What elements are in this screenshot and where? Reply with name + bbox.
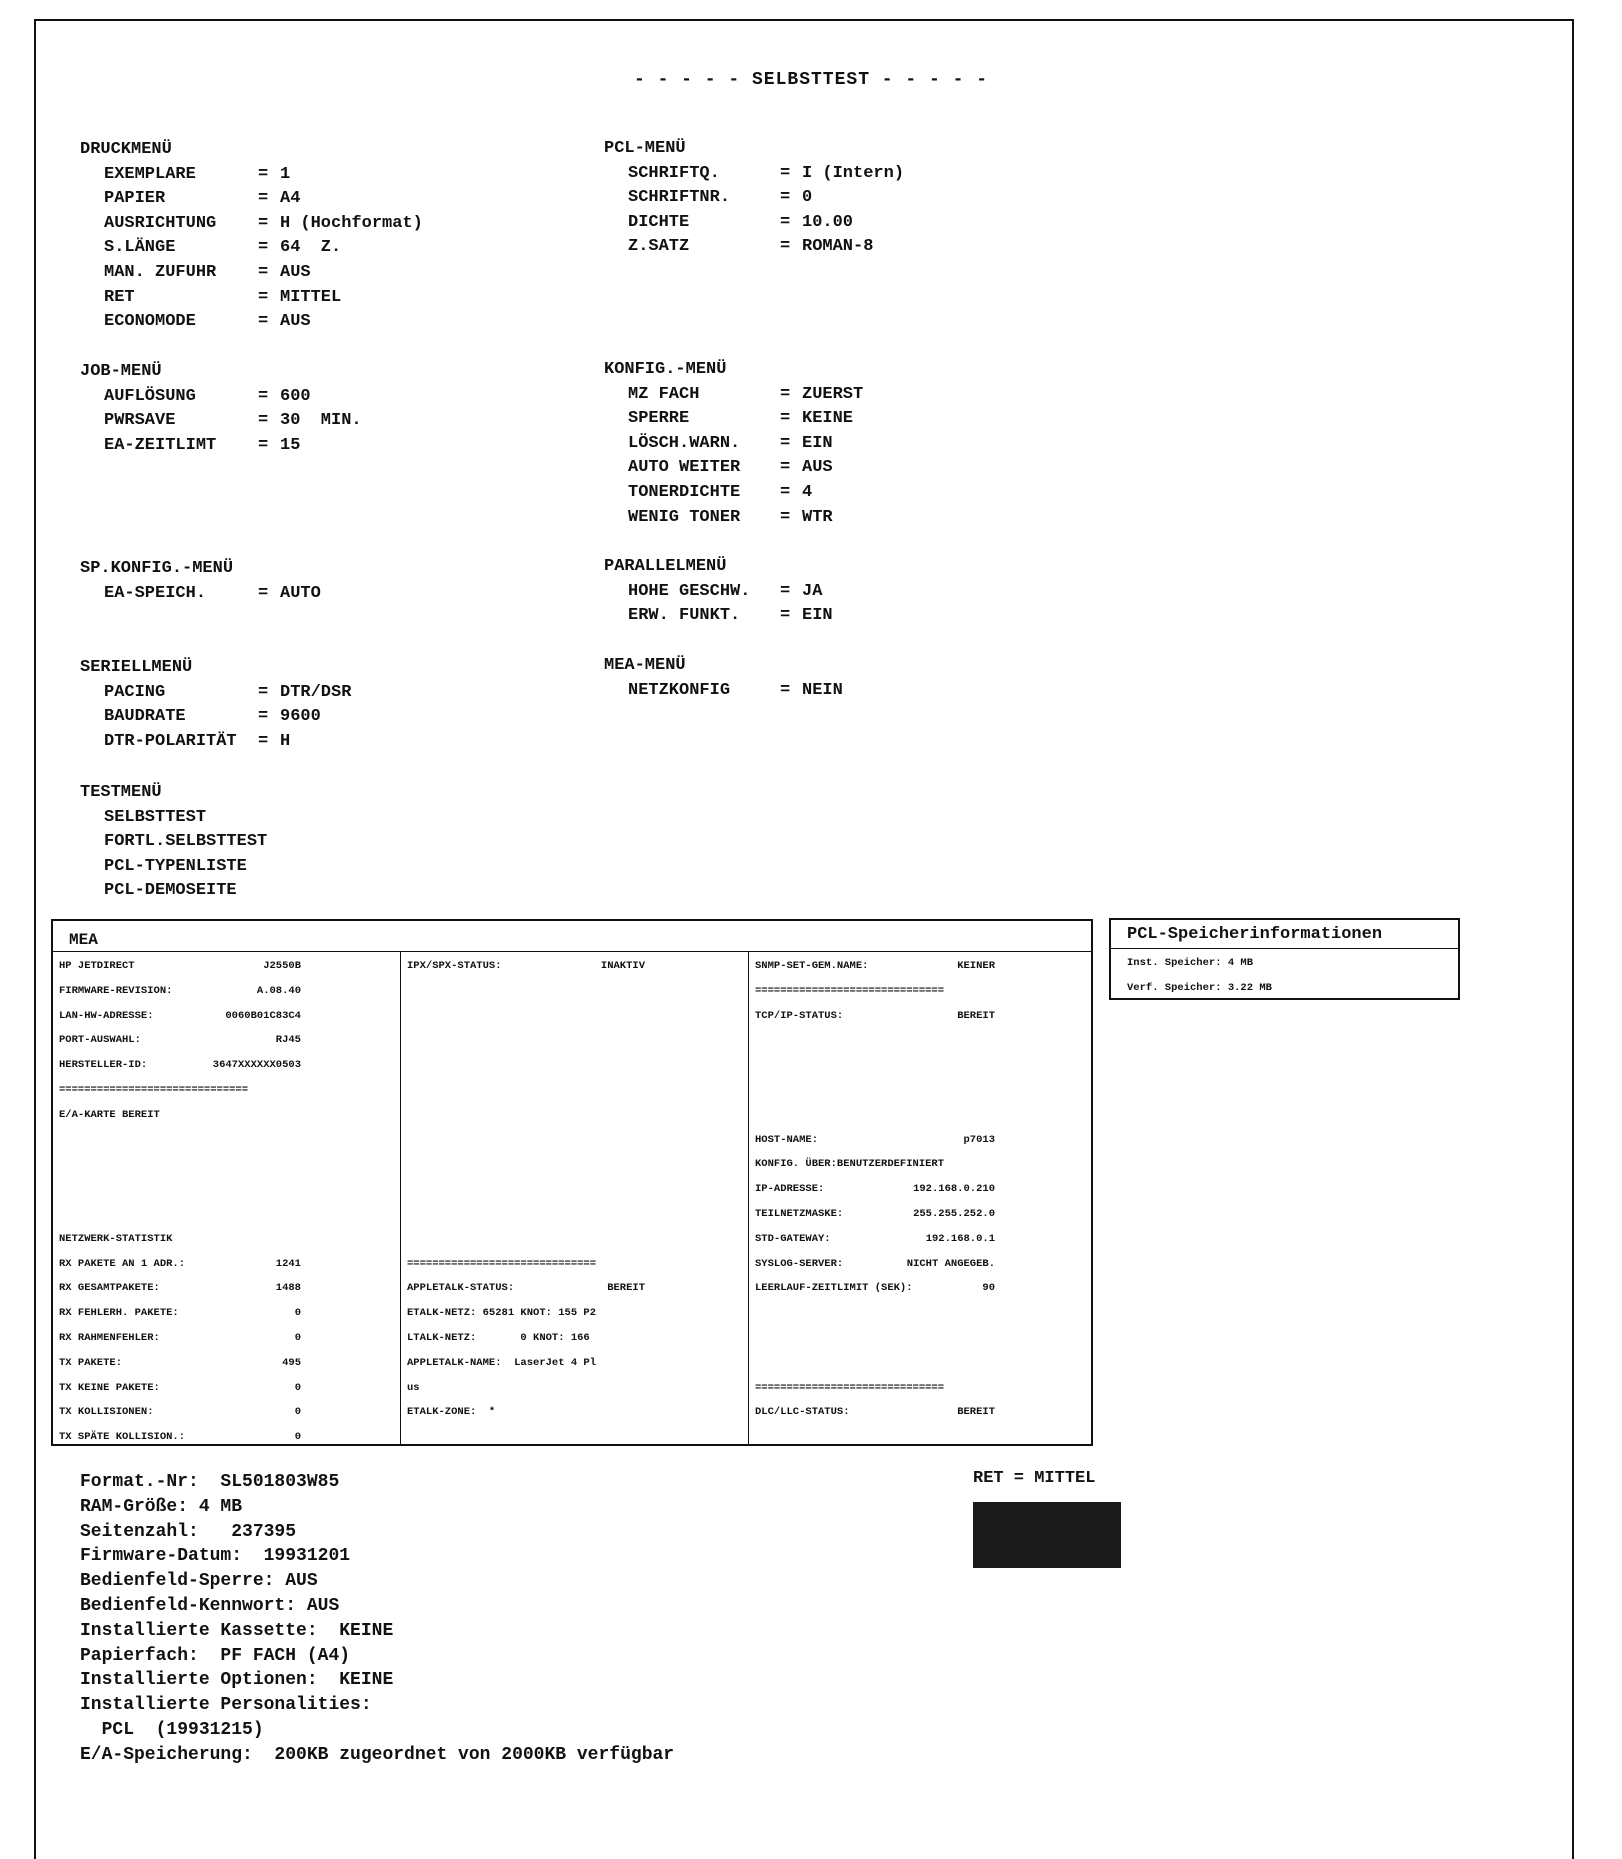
section-heading: PARALLELMENÜ: [604, 557, 727, 576]
mea-value: BEREIT: [957, 1406, 995, 1419]
mea-row: [407, 1306, 645, 1320]
setting-key: DICHTE: [628, 212, 690, 232]
setting-row: [604, 383, 1164, 408]
mea-key: KONFIG. ÜBER:BENUTZERDEFINIERT: [755, 1158, 945, 1171]
mea-value: KEINER: [957, 960, 995, 972]
mea-key: PORT-AUSWAHL:: [59, 1034, 141, 1047]
mea-key: TX PAKETE:: [59, 1356, 123, 1369]
equals-sign: =: [780, 433, 791, 453]
pcl-verf-speicher: Verf. Speicher: 3.22 MB: [1127, 982, 1272, 994]
mea-row: [59, 1381, 301, 1395]
mea-separator: [59, 1083, 301, 1097]
setting-value: I (Intern): [802, 163, 905, 183]
info-line: Bedienfeld-Kennwort: AUS: [80, 1595, 340, 1616]
equals-sign: =: [780, 212, 791, 232]
equals-sign: =: [258, 411, 269, 431]
equals-sign: =: [780, 409, 791, 429]
setting-key: EA-ZEITLIMT: [104, 435, 217, 455]
setting-key: BAUDRATE: [104, 707, 186, 727]
section-druckmenu: [80, 138, 600, 335]
mea-value: INAKTIV: [600, 960, 645, 972]
setting-value: EIN: [802, 606, 833, 626]
setting-key: EXEMPLARE: [104, 164, 196, 184]
mea-subheading: [59, 1232, 301, 1246]
setting-value: ROMAN-8: [802, 237, 874, 257]
mea-value: 0: [294, 1381, 301, 1394]
mea-value: J2550B: [263, 960, 301, 972]
setting-value: 9600: [280, 707, 321, 727]
setting-key: ECONOMODE: [104, 312, 196, 332]
setting-value: AUS: [280, 312, 311, 332]
mea-row: [59, 1356, 301, 1370]
mea-separator: [755, 1381, 995, 1395]
info-line: Firmware-Datum: 19931201: [80, 1546, 351, 1567]
test-item: PCL-DEMOSEITE: [104, 881, 237, 901]
mea-value: BEREIT: [607, 1282, 645, 1295]
setting-value: DTR/DSR: [280, 682, 352, 702]
setting-row: [604, 186, 1164, 211]
equals-sign: =: [258, 189, 269, 209]
mea-row: [755, 1232, 995, 1246]
mea-key: ETALK-NETZ: 65281 KNOT: 155 P2: [407, 1307, 597, 1320]
mea-key: ==============================: [407, 1257, 597, 1270]
setting-value: NEIN: [802, 680, 843, 700]
setting-value: H (Hochformat): [280, 213, 423, 233]
mea-row: [755, 1182, 995, 1196]
mea-row: [755, 1281, 995, 1295]
mea-column-tcpip: [748, 951, 1092, 1444]
mea-row: [407, 959, 645, 973]
mea-key: HERSTELLER-ID:: [59, 1059, 148, 1072]
pcl-info-rule: [1111, 948, 1458, 949]
section-heading: TESTMENÜ: [80, 783, 162, 802]
mea-key: LAN-HW-ADRESSE:: [59, 1009, 154, 1022]
setting-value: 4: [802, 482, 813, 502]
mea-row: [755, 1405, 995, 1419]
mea-key: ==============================: [755, 1381, 945, 1394]
section-heading: SERIELLMENÜ: [80, 658, 193, 677]
mea-key: STD-GATEWAY:: [755, 1232, 831, 1245]
setting-key: AUTO WEITER: [628, 458, 741, 478]
setting-row: [80, 730, 600, 755]
ret-label: RET = MITTEL: [973, 1469, 1096, 1488]
equals-sign: =: [258, 312, 269, 332]
setting-key: PWRSAVE: [104, 411, 176, 431]
mea-value: 3647XXXXXX0503: [212, 1059, 301, 1072]
pcl-info-box: [1109, 918, 1460, 1000]
mea-row: [755, 1257, 995, 1271]
equals-sign: =: [780, 237, 791, 257]
setting-row: [604, 432, 1164, 457]
section-heading: SP.KONFIG.-MENÜ: [80, 559, 234, 578]
equals-sign: =: [780, 188, 791, 208]
mea-value: 495: [282, 1356, 301, 1369]
mea-key: LEERLAUF-ZEITLIMIT (SEK):: [755, 1282, 913, 1295]
setting-row: [604, 604, 1164, 629]
section-pclmenu: [604, 137, 1164, 260]
setting-key: NETZKONFIG: [628, 680, 731, 700]
info-line: Papierfach: PF FACH (A4): [80, 1645, 351, 1666]
setting-row: [80, 212, 600, 237]
setting-value: AUTO: [280, 583, 321, 603]
equals-sign: =: [780, 581, 791, 601]
setting-key: LÖSCH.WARN.: [628, 433, 741, 453]
info-line: E/A-Speicherung: 200KB zugeordnet von 2000KB verfügbar: [80, 1744, 675, 1765]
mea-value: 0: [294, 1307, 301, 1320]
setting-row: [604, 580, 1164, 605]
equals-sign: =: [258, 707, 269, 727]
test-item: SELBSTTEST: [104, 807, 207, 827]
mea-separator: [407, 1257, 645, 1271]
section-seriell: [80, 656, 600, 754]
setting-key: ERW. FUNKT.: [628, 606, 741, 626]
equals-sign: =: [780, 482, 791, 502]
setting-value: 600: [280, 386, 311, 406]
mea-status: [59, 1108, 301, 1122]
mea-row: [59, 1405, 301, 1419]
equals-sign: =: [258, 731, 269, 751]
mea-row: [59, 1306, 301, 1320]
equals-sign: =: [258, 238, 269, 258]
mea-row: [59, 1009, 301, 1023]
mea-row: [59, 1430, 301, 1444]
setting-row: [604, 162, 1164, 187]
mea-key: TX SPÄTE KOLLISION.:: [59, 1431, 186, 1444]
mea-row: [755, 1133, 995, 1147]
setting-row: [80, 409, 600, 434]
setting-key: AUFLÖSUNG: [104, 386, 196, 406]
mea-value: RJ45: [275, 1034, 301, 1047]
equals-sign: =: [258, 435, 269, 455]
section-meamenu: [604, 654, 1164, 703]
equals-sign: =: [258, 386, 269, 406]
info-line: Installierte Kassette: KEINE: [80, 1620, 394, 1641]
mea-key: NETZWERK-STATISTIK: [59, 1232, 173, 1245]
equals-sign: =: [780, 458, 791, 478]
setting-key: HOHE GESCHW.: [628, 581, 751, 601]
info-line: Seitenzahl: 237395: [80, 1521, 297, 1542]
setting-key: RET: [104, 287, 135, 307]
mea-row: [755, 1207, 995, 1221]
mea-value: 1241: [275, 1257, 301, 1270]
mea-key: ETALK-ZONE: *: [407, 1406, 496, 1419]
setting-key: PAPIER: [104, 189, 166, 209]
mea-row: [407, 1405, 645, 1419]
setting-value: KEINE: [802, 409, 854, 429]
setting-key: PACING: [104, 682, 166, 702]
setting-value: 10.00: [802, 212, 854, 232]
setting-row: [80, 385, 600, 410]
setting-value: 15: [280, 435, 301, 455]
mea-key: RX FEHLERH. PAKETE:: [59, 1307, 179, 1320]
mea-key: LTALK-NETZ: 0 KNOT: 166: [407, 1332, 590, 1344]
setting-value: EIN: [802, 433, 833, 453]
section-heading: MEA-MENÜ: [604, 656, 686, 675]
mea-value: p7013: [963, 1133, 995, 1146]
setting-row: [80, 434, 600, 459]
setting-row: [80, 310, 600, 335]
mea-key: ==============================: [755, 984, 945, 997]
setting-key: Z.SATZ: [628, 237, 690, 257]
mea-row: [59, 1058, 301, 1072]
mea-value: BEREIT: [957, 1009, 995, 1022]
equals-sign: =: [258, 682, 269, 702]
setting-key: DTR-POLARITÄT: [104, 731, 237, 751]
setting-row: [604, 211, 1164, 236]
mea-row: [407, 1331, 645, 1345]
mea-row: [59, 1033, 301, 1047]
setting-row: [604, 506, 1164, 531]
setting-value: H: [280, 731, 291, 751]
equals-sign: =: [780, 163, 791, 183]
mea-separator: [755, 984, 995, 998]
setting-value: MITTEL: [280, 287, 342, 307]
mea-key: APPLETALK-STATUS:: [407, 1282, 515, 1295]
mea-key: APPLETALK-NAME: LaserJet 4 Pl: [407, 1356, 597, 1369]
setting-value: A4: [280, 189, 301, 209]
setting-value: ZUERST: [802, 384, 864, 404]
pcl-inst-speicher: Inst. Speicher: 4 MB: [1127, 957, 1254, 969]
test-item: PCL-TYPENLISTE: [104, 856, 247, 876]
mea-key: E/A-KARTE BEREIT: [59, 1108, 160, 1121]
bottom-info: [80, 1470, 674, 1768]
mea-value: NICHT ANGEGEB.: [906, 1257, 995, 1270]
section-heading: PCL-MENÜ: [604, 139, 686, 158]
page-title: - - - - - SELBSTTEST - - - - -: [633, 70, 989, 90]
setting-key: SCHRIFTQ.: [628, 163, 720, 183]
mea-title: MEA: [69, 931, 98, 949]
mea-key: TX KOLLISIONEN:: [59, 1406, 154, 1419]
equals-sign: =: [258, 583, 269, 603]
mea-key: IPX/SPX-STATUS:: [407, 960, 502, 972]
mea-key: RX GESAMTPAKETE:: [59, 1282, 160, 1295]
setting-key: EA-SPEICH.: [104, 583, 207, 603]
setting-row: [604, 235, 1164, 260]
setting-key: AUSRICHTUNG: [104, 213, 217, 233]
setting-key: SCHRIFTNR.: [628, 188, 731, 208]
setting-row: [80, 705, 600, 730]
info-line: Bedienfeld-Sperre: AUS: [80, 1571, 318, 1592]
mea-row: [59, 1281, 301, 1295]
info-line: PCL (19931215): [80, 1719, 264, 1740]
section-heading: KONFIG.-MENÜ: [604, 360, 727, 379]
mea-value: 1488: [275, 1282, 301, 1295]
mea-key: RX PAKETE AN 1 ADR.:: [59, 1257, 186, 1270]
section-parallel: [604, 555, 1164, 629]
mea-value: 90: [982, 1282, 995, 1295]
equals-sign: =: [258, 213, 269, 233]
setting-value: 0: [802, 188, 813, 208]
setting-value: 64 Z.: [280, 238, 342, 258]
setting-row: [80, 261, 600, 286]
mea-value: 255.255.252.0: [913, 1208, 995, 1220]
setting-row: [80, 286, 600, 311]
setting-key: WENIG TONER: [628, 507, 741, 527]
mea-value: 0: [294, 1431, 301, 1444]
mea-row: [407, 1381, 645, 1395]
setting-row: [604, 679, 1164, 704]
mea-key: us: [407, 1381, 420, 1394]
section-konfig: [604, 358, 1164, 530]
mea-row: [59, 1257, 301, 1271]
mea-value: 0: [294, 1332, 301, 1344]
setting-row: [80, 681, 600, 706]
mea-key: TCP/IP-STATUS:: [755, 1009, 844, 1022]
setting-key: MAN. ZUFUHR: [104, 262, 217, 282]
test-item: FORTL.SELBSTTEST: [104, 832, 268, 852]
setting-row: [80, 582, 600, 607]
mea-key: ==============================: [59, 1084, 249, 1096]
setting-row: [604, 407, 1164, 432]
mea-key: SNMP-SET-GEM.NAME:: [755, 960, 869, 972]
equals-sign: =: [258, 287, 269, 307]
setting-value: 30 MIN.: [280, 411, 362, 431]
equals-sign: =: [780, 606, 791, 626]
mea-key: SYSLOG-SERVER:: [755, 1257, 844, 1270]
mea-value: 0: [294, 1406, 301, 1419]
setting-row: [80, 163, 600, 188]
mea-key: FIRMWARE-REVISION:: [59, 984, 173, 997]
setting-key: MZ FACH: [628, 384, 700, 404]
ret-test-pattern: [973, 1502, 1121, 1568]
mea-row: [755, 1157, 995, 1171]
equals-sign: =: [258, 262, 269, 282]
mea-key: IP-ADRESSE:: [755, 1183, 825, 1196]
setting-key: SPERRE: [628, 409, 690, 429]
setting-row: [604, 481, 1164, 506]
mea-key: DLC/LLC-STATUS:: [755, 1406, 850, 1419]
mea-key: HP JETDIRECT: [59, 960, 135, 972]
setting-value: WTR: [802, 507, 833, 527]
equals-sign: =: [780, 384, 791, 404]
info-line: RAM-Größe: 4 MB: [80, 1496, 243, 1517]
mea-value: A.08.40: [256, 984, 301, 997]
mea-key: TX KEINE PAKETE:: [59, 1381, 160, 1394]
equals-sign: =: [258, 164, 269, 184]
mea-row: [59, 984, 301, 998]
mea-row: [755, 959, 995, 973]
mea-row: [407, 1356, 645, 1370]
mea-key: RX RAHMENFEHLER:: [59, 1332, 160, 1344]
setting-value: AUS: [802, 458, 833, 478]
equals-sign: =: [780, 507, 791, 527]
section-heading: DRUCKMENÜ: [80, 140, 172, 159]
mea-row: [59, 1331, 301, 1345]
section-heading: JOB-MENÜ: [80, 362, 162, 381]
mea-value: 0060B01C83C4: [225, 1009, 301, 1022]
setting-key: TONERDICHTE: [628, 482, 741, 502]
info-line: Installierte Personalities:: [80, 1695, 372, 1716]
setting-row: [604, 456, 1164, 481]
section-spkonfig: [80, 557, 600, 606]
setting-key: S.LÄNGE: [104, 238, 176, 258]
info-line: Installierte Optionen: KEINE: [80, 1670, 394, 1691]
section-testmenu: [80, 781, 600, 904]
section-jobmenu: [80, 360, 600, 458]
mea-column-jetdirect: [53, 951, 400, 1444]
mea-key: HOST-NAME:: [755, 1133, 819, 1146]
mea-value: 192.168.0.210: [913, 1183, 995, 1196]
setting-value: JA: [802, 581, 823, 601]
setting-value: 1: [280, 164, 291, 184]
info-line: Format.-Nr: SL501803W85: [80, 1472, 340, 1492]
mea-column-ipx-appletalk: [400, 951, 749, 1444]
setting-value: AUS: [280, 262, 311, 282]
mea-row: [59, 959, 301, 973]
mea-key: TEILNETZMASKE:: [755, 1208, 844, 1220]
mea-box: [51, 919, 1093, 1446]
mea-row: [755, 1009, 995, 1023]
pcl-info-title: PCL-Speicherinformationen: [1127, 925, 1383, 944]
mea-row: [407, 1281, 645, 1295]
mea-value: 192.168.0.1: [925, 1232, 995, 1245]
equals-sign: =: [780, 680, 791, 700]
setting-row: [80, 187, 600, 212]
setting-row: [80, 236, 600, 261]
